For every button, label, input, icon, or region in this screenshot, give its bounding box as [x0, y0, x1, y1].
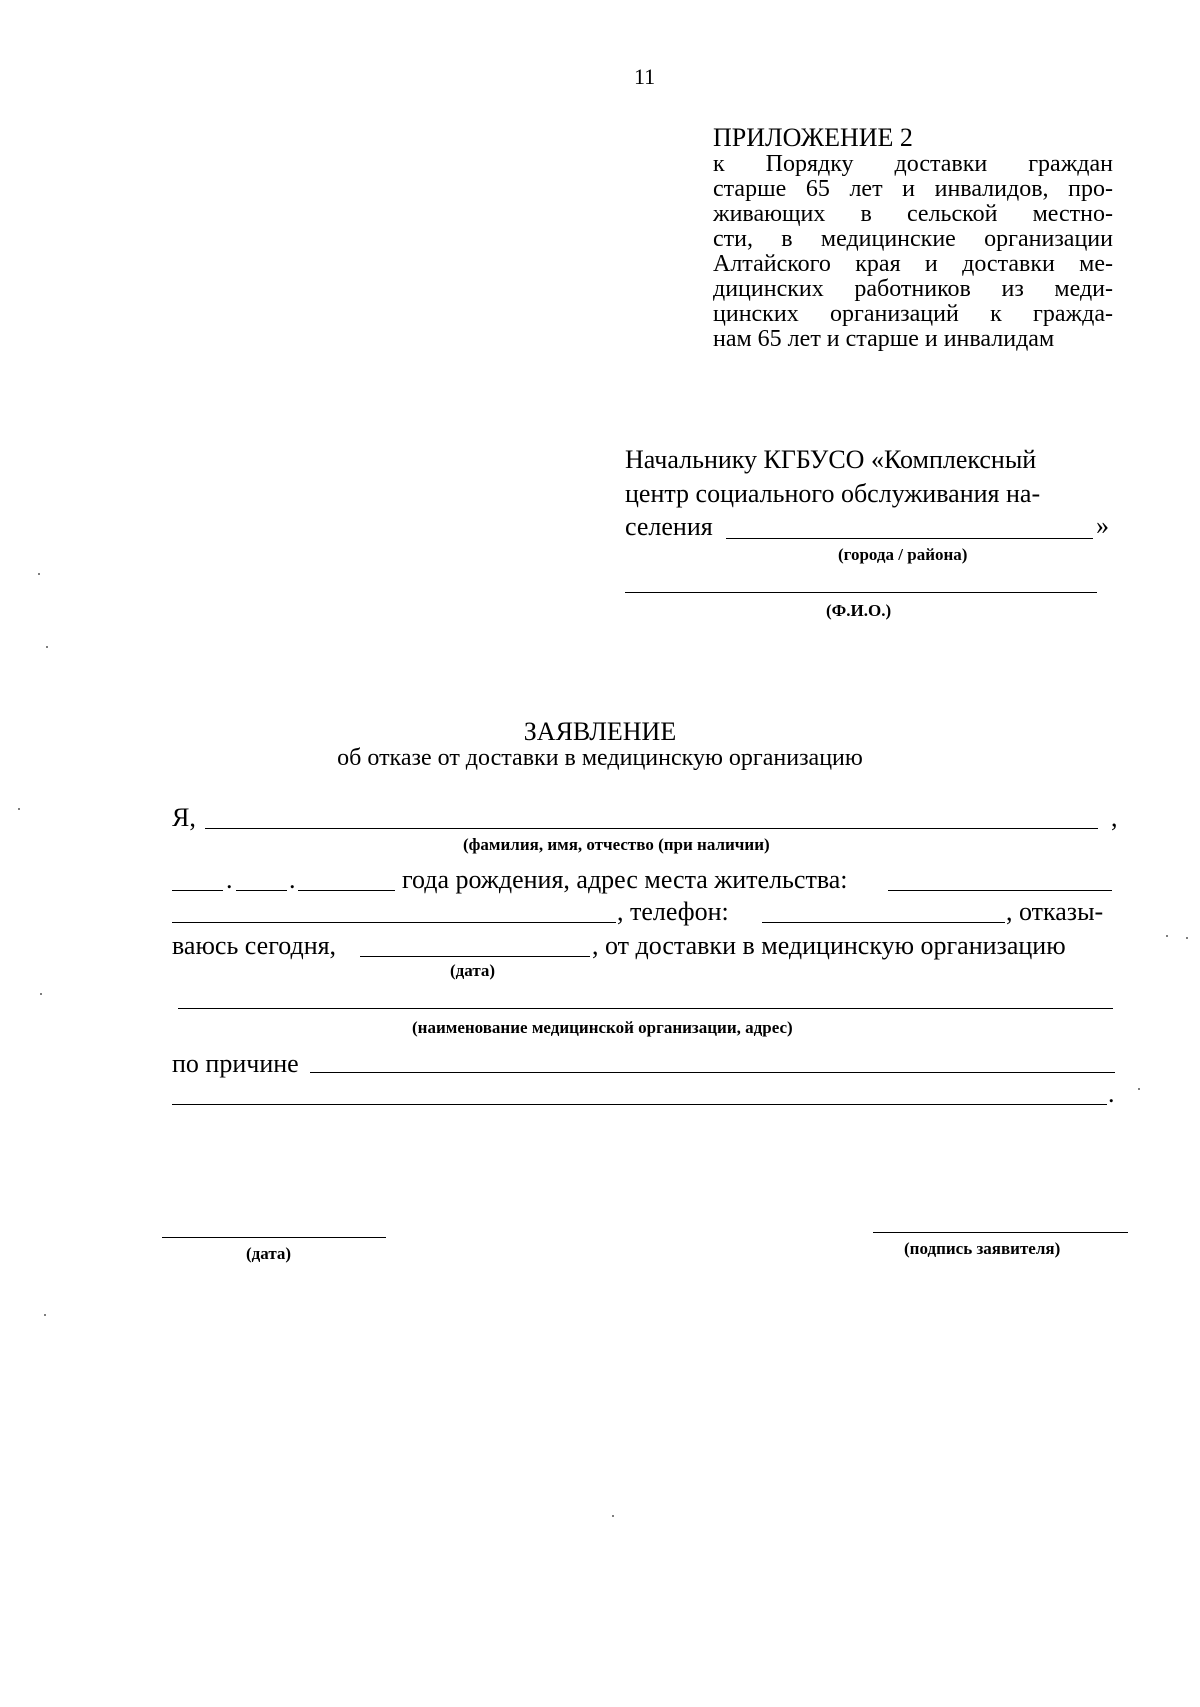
scan-speck — [1138, 1088, 1140, 1090]
signature-line[interactable] — [873, 1232, 1128, 1233]
caption-fullname: (фамилия, имя, отчество (при наличии) — [463, 835, 770, 854]
appendix-title: ПРИЛОЖЕНИЕ 2 — [713, 123, 913, 152]
reason-field-line-2[interactable] — [172, 1104, 1107, 1105]
reason-field-line-1[interactable] — [310, 1072, 1115, 1073]
document-title: ЗАЯВЛЕНИЕ — [523, 717, 677, 746]
caption-date-inline: (дата) — [450, 961, 496, 980]
address-field-line-2[interactable] — [172, 922, 616, 923]
closing-quote: » — [1096, 511, 1109, 540]
birth-day-line[interactable] — [172, 890, 223, 891]
birth-dot-2: . — [289, 865, 296, 894]
fullname-field-line[interactable] — [205, 828, 1098, 829]
appendix-line: живающих в сельской местно- — [713, 201, 1113, 227]
organization-field-line[interactable] — [178, 1008, 1113, 1009]
scan-speck — [44, 1314, 46, 1316]
recipient-line-2: центр социального обслуживания на- — [625, 479, 1041, 508]
scan-speck — [38, 573, 40, 575]
birth-dot-1: . — [226, 865, 233, 894]
appendix-line: к Порядку доставки граждан — [713, 151, 1113, 177]
recipient-line-3: селения — [625, 512, 713, 541]
appendix-line: дицинских работников из меди- — [713, 276, 1113, 302]
fio-field-line[interactable] — [625, 592, 1097, 593]
scan-speck — [1186, 937, 1188, 939]
ya-label: Я, — [172, 803, 196, 832]
page-number: 11 — [634, 64, 656, 89]
delivery-text: , от доставки в медицинскую организацию — [592, 931, 1066, 960]
signature-date-line[interactable] — [162, 1237, 386, 1238]
caption-city: (города / района) — [838, 545, 968, 564]
appendix-line: Алтайского края и доставки ме- — [713, 251, 1113, 277]
birth-year-line[interactable] — [298, 890, 395, 891]
caption-signature-date: (дата) — [246, 1244, 292, 1263]
phone-field-line[interactable] — [762, 922, 1005, 923]
caption-fio: (Ф.И.О.) — [826, 601, 892, 620]
scan-speck — [612, 1515, 614, 1517]
appendix-line: сти, в медицинские организации — [713, 226, 1113, 252]
caption-organization: (наименование медицинской организации, адрес) — [412, 1018, 793, 1037]
reason-label: по причине — [172, 1049, 299, 1078]
appendix-block — [713, 124, 1113, 352]
fullname-comma: , — [1111, 803, 1118, 832]
reason-end-period: . — [1108, 1079, 1115, 1108]
birth-text: года рождения, адрес места жительства: — [402, 865, 848, 894]
scan-speck — [46, 646, 48, 648]
appendix-line: старше 65 лет и инвалидов, про- — [713, 176, 1113, 202]
refuse-text: , отказы- — [1006, 897, 1104, 926]
document-subtitle: об отказе от доставки в медицинскую организацию — [337, 745, 863, 771]
recipient-line-1: Начальнику КГБУСО «Комплексный — [625, 445, 1037, 474]
appendix-line: цинских организаций к гражда- — [713, 301, 1113, 327]
caption-signature: (подпись заявителя) — [904, 1239, 1061, 1258]
scan-speck — [1166, 935, 1168, 937]
scan-speck — [40, 993, 42, 995]
scan-speck — [18, 808, 20, 810]
city-field-line[interactable] — [726, 538, 1093, 539]
date-field-line[interactable] — [360, 956, 590, 957]
phone-label: , телефон: — [617, 897, 729, 926]
appendix-text — [713, 152, 1113, 352]
appendix-line: нам 65 лет и старше и инвалидам — [713, 326, 1055, 352]
birth-month-line[interactable] — [236, 890, 287, 891]
today-text: ваюсь сегодня, — [172, 931, 337, 960]
address-field-line-1[interactable] — [888, 890, 1112, 891]
